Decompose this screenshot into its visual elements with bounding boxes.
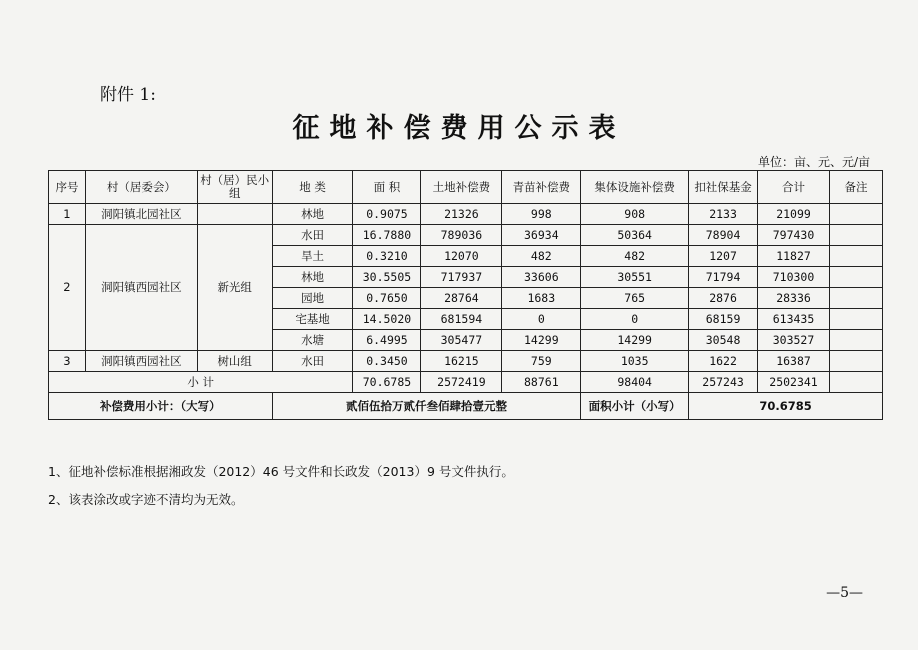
cell-land-fee: 789036 [421,225,502,246]
header-total: 合计 [758,171,830,204]
capital-fee-label: 补偿费用小计：（大写） [49,393,273,420]
note-item: 1、征地补偿标准根据湘政发（2012）46 号文件和长政发（2013）9 号文件执行。 [48,464,514,479]
cell-land-fee: 16215 [421,351,502,372]
cell-area: 14.5020 [353,309,421,330]
unit-label: 单位：亩、元、元/亩 [757,155,870,169]
area-total-value: 70.6785 [689,393,883,420]
note-item: 2、该表涂改或字迹不清均为无效。 [48,492,244,507]
cell-social-fund: 1622 [689,351,758,372]
cell-seq: 2 [49,225,86,351]
cell-crop-fee: 482 [502,246,581,267]
cell-crop-fee: 998 [502,204,581,225]
capital-total-row [49,393,883,420]
cell-total: 710300 [758,267,830,288]
capital-fee-value: 贰佰伍拾万贰仟叁佰肆拾壹元整 [272,393,581,420]
cell-land-type: 林地 [272,267,353,288]
table-row [49,225,883,246]
page-number: —5— [826,585,863,601]
cell-land-type: 宅基地 [272,309,353,330]
cell-crop-fee: 1683 [502,288,581,309]
cell-area: 0.3450 [353,351,421,372]
cell-social-fund: 2133 [689,204,758,225]
cell-village: 洞阳镇西园社区 [85,351,197,372]
subtotal-remark [829,372,882,393]
cell-remark [829,204,882,225]
cell-social-fund: 1207 [689,246,758,267]
cell-social-fund: 78904 [689,225,758,246]
subtotal-social-fund: 257243 [689,372,758,393]
subtotal-total: 2502341 [758,372,830,393]
header-remark: 备注 [829,171,882,204]
notes [48,458,514,514]
cell-land-type: 旱土 [272,246,353,267]
cell-land-type: 林地 [272,204,353,225]
cell-group: 树山组 [197,351,272,372]
cell-remark [829,288,882,309]
cell-facility-fee: 50364 [581,225,689,246]
attachment-label: 附件 1: [100,85,156,105]
cell-area: 30.5505 [353,267,421,288]
cell-facility-fee: 765 [581,288,689,309]
cell-social-fund: 71794 [689,267,758,288]
cell-crop-fee: 33606 [502,267,581,288]
cell-social-fund: 68159 [689,309,758,330]
table-header-row [49,171,883,204]
header-social-fund: 扣社保基金 [689,171,758,204]
cell-total: 28336 [758,288,830,309]
cell-land-fee: 305477 [421,330,502,351]
cell-village: 洞阳镇北园社区 [85,204,197,225]
subtotal-row [49,372,883,393]
cell-seq: 3 [49,351,86,372]
header-area: 面 积 [353,171,421,204]
header-land-type: 地 类 [272,171,353,204]
subtotal-area: 70.6785 [353,372,421,393]
cell-area: 0.7650 [353,288,421,309]
compensation-table [48,170,883,420]
subtotal-label: 小 计 [49,372,353,393]
cell-remark [829,330,882,351]
cell-remark [829,225,882,246]
cell-remark [829,309,882,330]
subtotal-land-fee: 2572419 [421,372,502,393]
cell-crop-fee: 36934 [502,225,581,246]
cell-seq: 1 [49,204,86,225]
cell-total: 16387 [758,351,830,372]
cell-total: 21099 [758,204,830,225]
table-row [49,351,883,372]
cell-area: 0.3210 [353,246,421,267]
cell-group [197,204,272,225]
cell-total: 303527 [758,330,830,351]
header-land-fee: 土地补偿费 [421,171,502,204]
cell-total: 11827 [758,246,830,267]
cell-remark [829,267,882,288]
cell-land-fee: 12070 [421,246,502,267]
cell-land-fee: 21326 [421,204,502,225]
cell-remark [829,246,882,267]
subtotal-crop-fee: 88761 [502,372,581,393]
cell-area: 0.9075 [353,204,421,225]
cell-facility-fee: 30551 [581,267,689,288]
cell-land-fee: 717937 [421,267,502,288]
cell-facility-fee: 1035 [581,351,689,372]
table-row [49,204,883,225]
cell-area: 16.7880 [353,225,421,246]
subtotal-facility-fee: 98404 [581,372,689,393]
cell-land-fee: 681594 [421,309,502,330]
cell-facility-fee: 908 [581,204,689,225]
cell-total: 613435 [758,309,830,330]
cell-facility-fee: 482 [581,246,689,267]
cell-total: 797430 [758,225,830,246]
cell-crop-fee: 759 [502,351,581,372]
cell-social-fund: 30548 [689,330,758,351]
area-total-label: 面积小计（小写） [581,393,689,420]
cell-group: 新光组 [197,225,272,351]
cell-land-type: 水塘 [272,330,353,351]
cell-land-fee: 28764 [421,288,502,309]
header-crop-fee: 青苗补偿费 [502,171,581,204]
header-group: 村（居）民小组 [197,171,272,204]
page-title: 征地补偿费用公示表 [292,113,626,144]
cell-crop-fee: 14299 [502,330,581,351]
cell-area: 6.4995 [353,330,421,351]
cell-facility-fee: 14299 [581,330,689,351]
cell-social-fund: 2876 [689,288,758,309]
cell-village: 洞阳镇西园社区 [85,225,197,351]
header-village: 村（居委会） [85,171,197,204]
header-seq: 序号 [49,171,86,204]
cell-facility-fee: 0 [581,309,689,330]
cell-land-type: 园地 [272,288,353,309]
cell-land-type: 水田 [272,351,353,372]
cell-crop-fee: 0 [502,309,581,330]
cell-remark [829,351,882,372]
cell-land-type: 水田 [272,225,353,246]
header-facility-fee: 集体设施补偿费 [581,171,689,204]
